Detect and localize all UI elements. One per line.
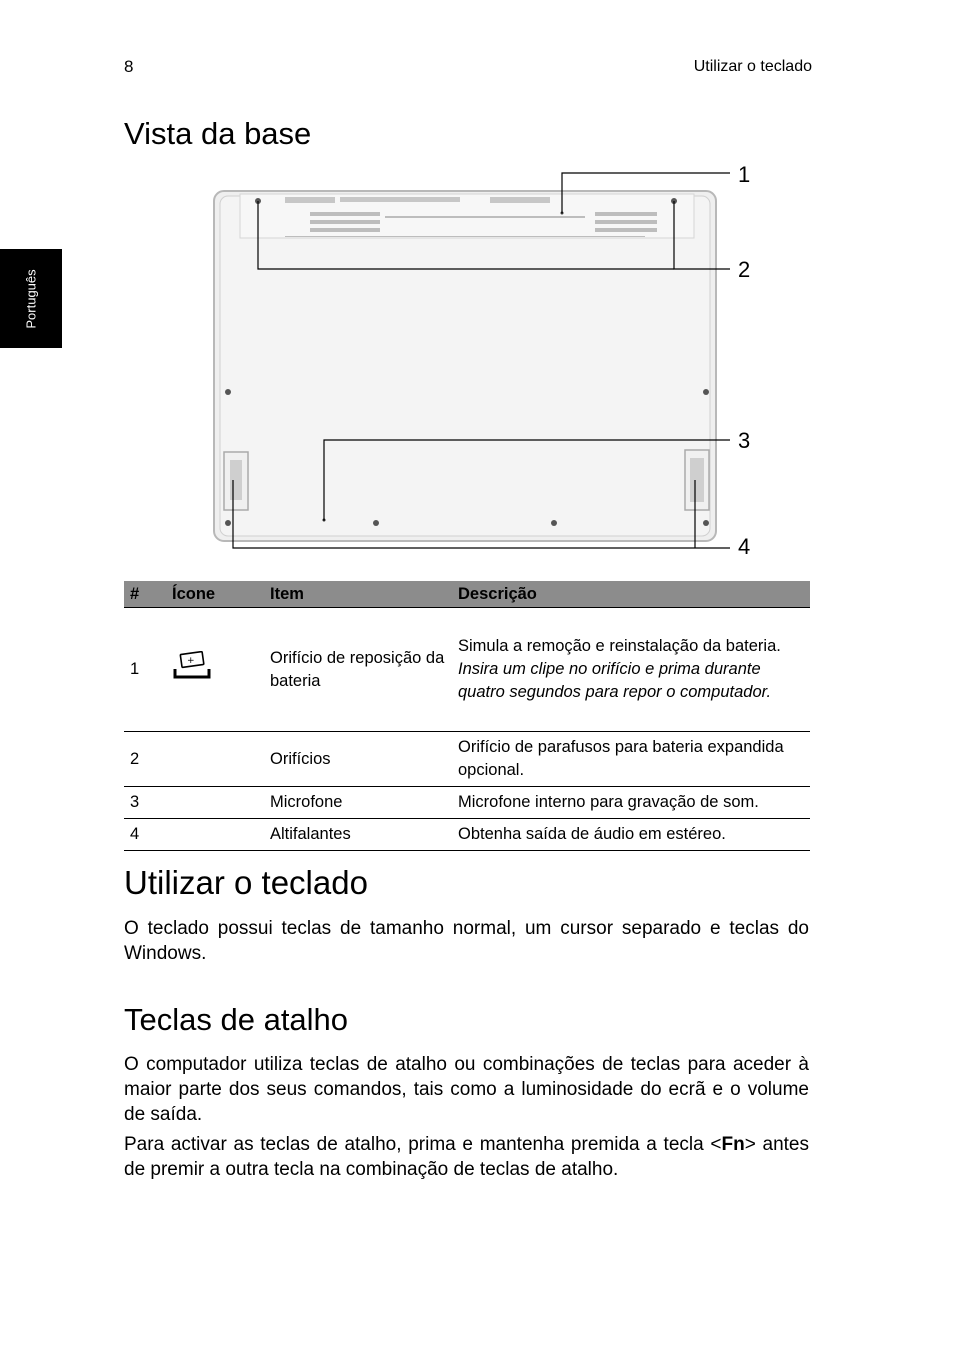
header-item: Item (264, 581, 452, 608)
hotkeys-text-after: > antes de premir a outra tecla na combinação de teclas de atalho. (124, 1134, 809, 1180)
row-icon-empty (166, 787, 264, 819)
laptop-base-figure (200, 160, 760, 560)
fn-key-label: Fn (721, 1134, 745, 1155)
callout-2: 2 (738, 257, 751, 282)
section-title-base-view: Vista da base (124, 116, 312, 151)
row-number: 2 (124, 732, 166, 787)
row-item: Microfone (264, 787, 452, 819)
description-note: Insira um clipe no orifício e prima durante quatro segundos para repor o computador. (458, 660, 772, 701)
base-components-table (124, 581, 810, 851)
row-number: 1 (124, 608, 166, 732)
table-row (124, 787, 810, 819)
table-header-row (124, 581, 810, 608)
header-number: # (124, 581, 166, 608)
keyboard-paragraph: O teclado possui teclas de tamanho normal, um cursor separado e teclas do Windows. (124, 918, 809, 964)
header-description: Descrição (452, 581, 810, 608)
battery-reset-icon (166, 608, 264, 732)
row-description: Obtenha saída de áudio em estéreo. (452, 819, 810, 851)
section-title-keyboard: Utilizar o teclado (124, 864, 368, 901)
callout-3: 3 (738, 428, 751, 453)
row-item: Orifício de reposição da bateria (264, 608, 452, 732)
row-icon-empty (166, 819, 264, 851)
table-row (124, 732, 810, 787)
hotkeys-paragraph-1: O computador utiliza teclas de atalho ou combinações de teclas para aceder à maior parte dos seus comandos, tais como a luminosidade do ecrã e o volume de saída. (124, 1054, 809, 1125)
section-title-hotkeys: Teclas de atalho (124, 1002, 349, 1037)
row-item: Altifalantes (264, 819, 452, 851)
hotkeys-paragraph-2 (124, 1132, 809, 1182)
page-number: 8 (124, 57, 134, 76)
row-description: Microfone interno para gravação de som. (452, 787, 810, 819)
callout-1: 1 (738, 162, 751, 187)
row-number: 4 (124, 819, 166, 851)
running-header: Utilizar o teclado (693, 58, 812, 75)
row-item: Orifícios (264, 732, 452, 787)
description-text: Simula a remoção e reinstalação da bateria. (458, 637, 781, 655)
row-description (452, 608, 810, 732)
table-row (124, 819, 810, 851)
row-number: 3 (124, 787, 166, 819)
row-description: Orifício de parafusos para bateria expandida opcional. (452, 732, 810, 787)
hotkeys-text-before: Para activar as teclas de atalho, prima e mantenha premida a tecla < (124, 1134, 722, 1155)
language-tab-label: Português (23, 268, 39, 329)
row-icon-empty (166, 732, 264, 787)
laptop-bottom-illustration (200, 160, 760, 560)
svg-text:+: + (187, 656, 195, 666)
header-icon: Ícone (166, 581, 264, 608)
table-row (124, 608, 810, 732)
callout-4: 4 (738, 534, 751, 559)
language-tab (0, 249, 62, 348)
